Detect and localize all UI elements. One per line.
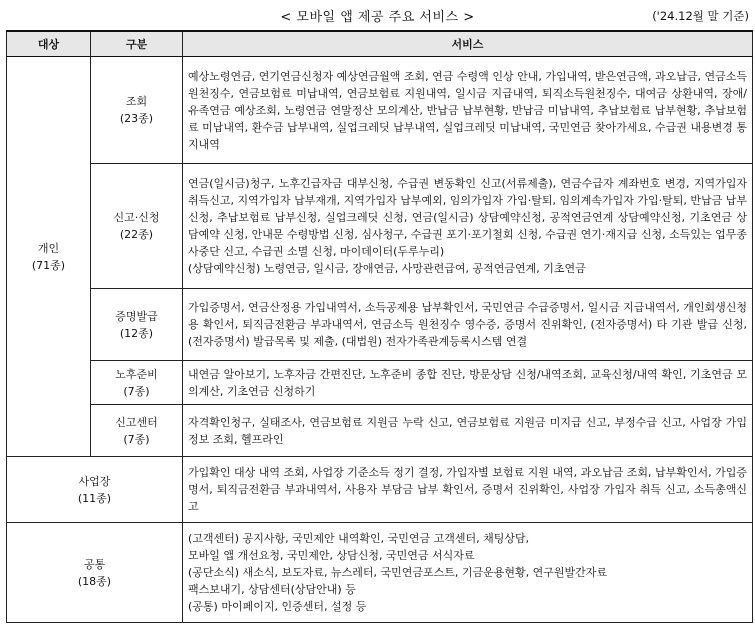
service-line: (고객센터) 공지사항, 국민제안 내역확인, 국민연금 고객센터, 채팅상담,	[188, 532, 530, 545]
service-cell: 내연금 알아보기, 노후자금 간편진단, 노후준비 종합 진단, 방문상담 신청/내역조회, 교육신청/내역 확인, 기초연금 모의계산, 기초연금 신청하기	[183, 361, 753, 405]
category-cell	[91, 361, 183, 405]
category-count: (7종)	[123, 432, 150, 446]
category-label: 신고센터	[115, 415, 158, 429]
category-cell	[91, 405, 183, 457]
service-cell	[183, 164, 753, 289]
mobile-services-table	[6, 30, 753, 623]
table-row	[7, 361, 753, 405]
target-label: 개인	[37, 241, 60, 255]
reference-date: ('24.12월 말 기준)	[652, 9, 749, 23]
title-row	[0, 0, 755, 30]
category-cell	[91, 164, 183, 289]
header-target: 대상	[7, 31, 91, 57]
target-label: 공통	[83, 557, 106, 571]
target-cell-workplace	[7, 457, 183, 523]
table-row	[7, 405, 753, 457]
service-cell: 예상노령연금, 연기연금신청자 예상연금월액 조회, 연금 수령액 인상 안내, 가입내역, 받은연금액, 과오납금, 연금소득원천징수, 연금보험료 미납내역, 연금보험료 지원내역, 일시금 지급내역, 퇴직소득원천징수, 대여금 상환내역, 장애/유족연금 예상조회, 노령연금 연말정산 모의계산, 반납금 납부현황, 반납금 미납내역, 추납보험료 납부현황, 추납보험료 미납내역, 환수금 납부내역, 실업크레딧 납부내역, 실업크레딧 미납내역, 국민연금 찾아가세요, 수급권 내용변경 통지내역	[183, 57, 753, 164]
target-cell-individual	[7, 57, 91, 457]
table-row	[7, 457, 753, 523]
target-count: (71종)	[31, 258, 66, 272]
service-extra: (상담예약신청) 노령연금, 일시금, 장애연금, 사망관련급여, 공적연금연계, 기초연금	[188, 262, 586, 275]
category-cell	[91, 289, 183, 361]
category-count: (22종)	[119, 228, 154, 241]
table-header-row	[7, 31, 753, 57]
category-label: 증명발급	[115, 309, 158, 323]
table-row	[7, 57, 753, 164]
table-row	[7, 289, 753, 361]
target-label: 사업장	[78, 474, 111, 488]
table-row	[7, 523, 753, 623]
category-label: 노후준비	[115, 367, 158, 381]
page-title: < 모바일 앱 제공 주요 서비스 >	[280, 10, 475, 25]
category-count: (23종)	[119, 112, 154, 125]
category-label: 조회	[125, 95, 148, 108]
service-line: 팩스보내기, 상담센터(상담안내) 등	[188, 583, 356, 596]
category-count: (12종)	[119, 326, 154, 340]
category-label: 신고·신청	[113, 211, 160, 224]
service-cell: 가입증명서, 연금산정용 가입내역서, 소득공제용 납부확인서, 국민연금 수급증명서, 일시금 지급내역서, 개인회생신청용 확인서, 퇴직금전환금 부과내역서, 연금소득 원천징수 영수증, 증명서 진위확인, (전자증명서) 타 기관 발급 신청, (전자증명서) 발급목록 및 제출, (대법원) 전자가족관계등록시스템 연결	[183, 289, 753, 361]
header-service: 서비스	[183, 31, 753, 57]
service-cell: 자격확인청구, 실태조사, 연금보험료 지원금 누락 신고, 연금보험료 지원금 미지급 신고, 부정수급 신고, 사업장 가입정보 조회, 헬프라인	[183, 405, 753, 457]
target-cell-common	[7, 523, 183, 623]
service-line: 모바일 앱 개선요청, 국민제안, 상담신청, 국민연금 서식자료	[188, 549, 475, 562]
service-line: (공통) 마이페이지, 인증센터, 설정 등	[188, 600, 367, 613]
target-count: (11종)	[77, 491, 112, 505]
table-row	[7, 164, 753, 289]
service-text: 연금(일시금)청구, 노후긴급자금 대부신청, 수급권 변동확인 신고(서류제출), 연금수급자 계좌번호 변경, 지역가입자 취득신고, 지역가입자 납부재개, 지역가입자 납부예외, 임의가입자 가입·탈퇴, 임의계속가입자 가입·탈퇴, 반납금 납부 신청, 추납보험료 납부신청, 실업크레딧 신청, 연금(일시금) 상담예약신청, 공적연금연계 상담예약신청, 기초연금 상담예약 신청, 안내문 수령방법 신청, 심사청구, 수급권 포기·포기철회 신청, 수급권 연기·재지급 신청, 소득있는 업무종사중단 신고, 수급권 소멸 신청, 마이데이터(두루누리)	[188, 177, 747, 258]
target-count: (18종)	[77, 574, 112, 588]
service-cell	[183, 523, 753, 623]
service-cell: 가입확인 대상 내역 조회, 사업장 기준소득 정기 결정, 가입자별 보험료 지원 내역, 과오납금 조회, 납부확인서, 가입증명서, 퇴직금전환금 부과내역서, 사용자 부담금 납부 확인서, 증명서 진위확인, 사업장 가입자 취득 신고, 소득총액신고	[183, 457, 753, 523]
category-count: (7종)	[123, 384, 150, 398]
header-category: 구분	[91, 31, 183, 57]
category-cell	[91, 57, 183, 164]
service-line: (공단소식) 새소식, 보도자료, 뉴스레터, 국민연금포스트, 기금운용현황, 연구원발간자료	[188, 566, 607, 579]
